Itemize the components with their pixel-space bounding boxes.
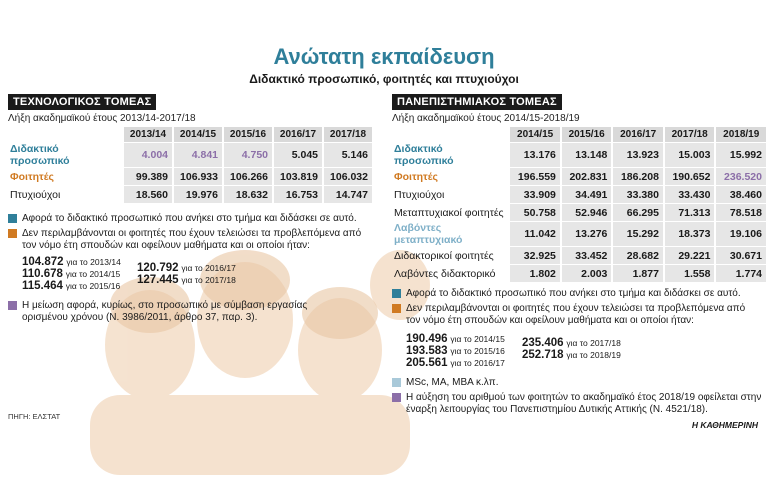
tech-table <box>6 126 374 204</box>
table-cell: 78.518 <box>716 204 766 221</box>
table-cell: 190.652 <box>665 168 715 185</box>
table-cell: 1.802 <box>510 265 560 282</box>
table-cell: 103.819 <box>274 168 322 185</box>
row-label: Πτυχιούχοι <box>10 188 61 201</box>
legend-text: Αφορά το διδακτικό προσωπικό που ανήκει στο τμήμα και διδάσκει σε αυτό. <box>406 288 741 299</box>
table-row <box>392 186 766 203</box>
uni-extra-students-left <box>406 333 505 369</box>
row-label: Λαβόντες μεταπτυχιακό <box>394 222 463 246</box>
table-cell: 202.831 <box>562 168 612 185</box>
uni-sector-heading: ΠΑΝΕΠΙΣΤΗΜΙΑΚΟΣ ΤΟΜΕΑΣ <box>392 94 562 110</box>
table-cell: 186.208 <box>613 168 663 185</box>
year-header: 2016/17 <box>274 127 322 142</box>
table-cell: 19.106 <box>716 222 766 246</box>
table-cell: 99.389 <box>124 168 172 185</box>
table-cell: 16.753 <box>274 186 322 203</box>
legend-item <box>392 377 762 389</box>
table-cell: 18.632 <box>224 186 272 203</box>
page-subtitle: Διδακτικό προσωπικό, φοιτητές και πτυχιούχοι <box>249 72 519 86</box>
table-cell: 106.032 <box>324 168 372 185</box>
table-cell: 18.373 <box>665 222 715 246</box>
table-cell: 4.750 <box>224 143 272 167</box>
table-cell: 15.003 <box>665 143 715 167</box>
table-cell: 66.295 <box>613 204 663 221</box>
table-cell: 5.146 <box>324 143 372 167</box>
table-cell: 106.933 <box>174 168 222 185</box>
uni-period: Λήξη ακαδημαϊκού έτους 2014/15-2018/19 <box>392 113 580 124</box>
table-cell: 38.460 <box>716 186 766 203</box>
year-header: 2017/18 <box>324 127 372 142</box>
table-row <box>8 168 372 185</box>
legend-item <box>392 288 762 300</box>
legend-text: Δεν περιλαμβάνονται οι φοιτητές που έχουν τελειώσει τα προβλεπόμενα από τον νόμο έτη σπουδών και οφείλουν μαθήματα και οι οποίοι ήταν: <box>406 303 746 326</box>
tech-extra-students-left <box>22 256 121 292</box>
tech-extra-students-right <box>137 262 236 286</box>
publisher-credit: Η ΚΑΘΗΜΕΡΙΝΗ <box>691 420 758 430</box>
table-cell: 15.292 <box>613 222 663 246</box>
table-cell: 30.671 <box>716 247 766 264</box>
table-cell: 52.946 <box>562 204 612 221</box>
legend-text: Δεν περιλαμβάνονται οι φοιτητές που έχουν τελειώσει τα προβλεπόμενα από τον νόμο έτη σπουδών και οφείλουν μαθήματα και οι οποίοι ήταν: <box>22 228 362 251</box>
table-header-row <box>8 127 372 142</box>
background-photo-illustration <box>70 225 430 475</box>
legend-text: MSc, MA, MBA κ.λπ. <box>406 377 499 388</box>
table-cell: 196.559 <box>510 168 560 185</box>
legend-text: Η αύξηση του αριθμού των φοιτητών το ακαδημαϊκό έτος 2018/19 οφείλεται στην έναρξη λειτουργίας του Πανεπιστημίου Δυτικής Αττικής (Ν. 4521/18). <box>406 392 762 415</box>
legend-text: Αφορά το διδακτικό προσωπικό που ανήκει στο τμήμα και διδάσκει σε αυτό. <box>22 213 357 224</box>
table-cell: 71.313 <box>665 204 715 221</box>
year-header: 2013/14 <box>124 127 172 142</box>
table-cell: 4.841 <box>174 143 222 167</box>
table-row <box>392 247 766 264</box>
table-cell: 33.452 <box>562 247 612 264</box>
list-item: 190.496 για το 2014/15 <box>406 333 505 345</box>
table-cell: 33.430 <box>665 186 715 203</box>
orange-square-icon <box>8 229 17 238</box>
table-cell: 34.491 <box>562 186 612 203</box>
row-label: Διδακτικό προσωπικό <box>10 143 70 167</box>
blue-square-icon <box>392 289 401 298</box>
table-row <box>392 168 766 185</box>
table-cell: 1.774 <box>716 265 766 282</box>
table-row <box>392 204 766 221</box>
blue-square-icon <box>8 214 17 223</box>
table-cell: 236.520 <box>716 168 766 185</box>
table-cell: 32.925 <box>510 247 560 264</box>
uni-legend <box>392 288 762 330</box>
list-item: 115.464 για το 2015/16 <box>22 280 121 292</box>
row-label: Διδακτικό προσωπικό <box>394 143 454 167</box>
page-title: Ανώτατη εκπαίδευση <box>273 44 495 69</box>
table-cell: 19.976 <box>174 186 222 203</box>
table-cell: 29.221 <box>665 247 715 264</box>
table-row <box>8 143 372 167</box>
table-row <box>392 143 766 167</box>
year-header: 2018/19 <box>716 127 766 142</box>
list-item: 110.678 για το 2014/15 <box>22 268 121 280</box>
row-label: Διδακτορικοί φοιτητές <box>394 249 494 262</box>
table-cell: 13.923 <box>613 143 663 167</box>
light-blue-square-icon <box>392 378 401 387</box>
list-item: 252.718 για το 2018/19 <box>522 349 621 361</box>
legend-item <box>392 392 762 416</box>
table-cell: 106.266 <box>224 168 272 185</box>
list-item: 193.583 για το 2015/16 <box>406 345 505 357</box>
uni-table <box>390 126 768 283</box>
table-row <box>392 265 766 282</box>
year-header: 2015/16 <box>224 127 272 142</box>
list-item: 127.445 για το 2017/18 <box>137 274 236 286</box>
table-header-row <box>392 127 766 142</box>
table-cell: 11.042 <box>510 222 560 246</box>
legend-item <box>8 213 368 225</box>
source-note: ΠΗΓΗ: ΕΛΣΤΑΤ <box>8 412 61 421</box>
year-header: 2016/17 <box>613 127 663 142</box>
table-cell: 5.045 <box>274 143 322 167</box>
table-cell: 13.176 <box>510 143 560 167</box>
tech-period: Λήξη ακαδημαϊκού έτους 2013/14-2017/18 <box>8 113 196 124</box>
legend-item <box>392 303 762 327</box>
uni-legend-notes <box>392 377 762 419</box>
table-cell: 50.758 <box>510 204 560 221</box>
tech-legend <box>8 213 368 255</box>
legend-text: Η μείωση αφορά, κυρίως, στο προσωπικό με σύμβαση εργασίας ορισμένου χρόνου (Ν. 3986/2011, άρθρο 37, παρ. 3). <box>22 300 308 323</box>
table-cell: 1.558 <box>665 265 715 282</box>
row-label: Πτυχιούχοι <box>394 188 445 201</box>
table-cell: 2.003 <box>562 265 612 282</box>
tech-legend-note <box>8 300 338 327</box>
table-cell: 13.148 <box>562 143 612 167</box>
row-label: Φοιτητές <box>394 170 438 183</box>
year-header: 2015/16 <box>562 127 612 142</box>
table-row <box>392 222 766 246</box>
uni-extra-students-right <box>522 337 621 361</box>
table-cell: 4.004 <box>124 143 172 167</box>
purple-square-icon <box>392 393 401 402</box>
table-cell: 28.682 <box>613 247 663 264</box>
table-cell: 33.380 <box>613 186 663 203</box>
row-label: Φοιτητές <box>10 170 54 183</box>
table-cell: 33.909 <box>510 186 560 203</box>
table-cell: 13.276 <box>562 222 612 246</box>
year-header: 2014/15 <box>510 127 560 142</box>
orange-square-icon <box>392 304 401 313</box>
year-header: 2014/15 <box>174 127 222 142</box>
table-cell: 1.877 <box>613 265 663 282</box>
list-item: 104.872 για το 2013/14 <box>22 256 121 268</box>
list-item: 205.561 για το 2016/17 <box>406 357 505 369</box>
legend-item <box>8 228 368 252</box>
year-header: 2017/18 <box>665 127 715 142</box>
purple-square-icon <box>8 301 17 310</box>
table-cell: 18.560 <box>124 186 172 203</box>
row-label: Μεταπτυχιακοί φοιτητές <box>394 206 504 219</box>
tech-sector-heading: ΤΕΧΝΟΛΟΓΙΚΟΣ ΤΟΜΕΑΣ <box>8 94 156 110</box>
row-label: Λαβόντες διδακτορικό <box>394 267 496 280</box>
list-item: 235.406 για το 2017/18 <box>522 337 621 349</box>
table-row <box>8 186 372 203</box>
table-cell: 14.747 <box>324 186 372 203</box>
table-cell: 15.992 <box>716 143 766 167</box>
legend-item <box>8 300 338 324</box>
list-item: 120.792 για το 2016/17 <box>137 262 236 274</box>
